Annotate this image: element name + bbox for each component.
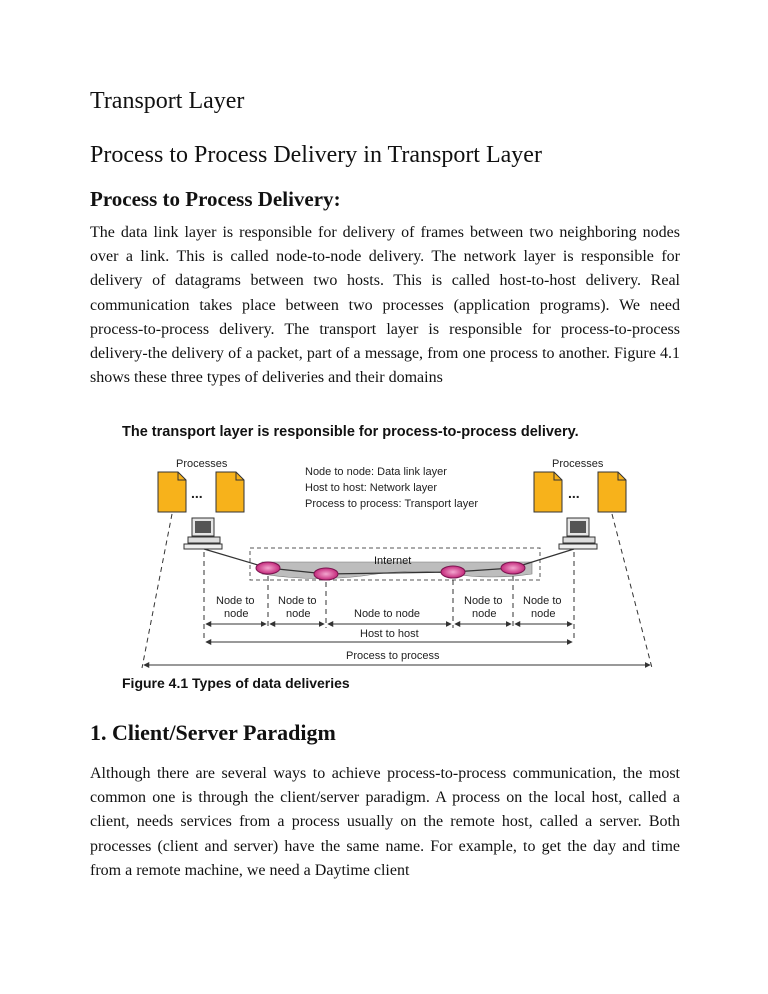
figure-caption: Figure 4.1 Types of data deliveries [122, 675, 350, 691]
seg4-line2: node [472, 608, 497, 620]
seg3-label: Node to node [354, 608, 421, 620]
seg4-line1: Node to [464, 595, 503, 607]
seg5-line1: Node to [523, 595, 562, 607]
seg2-line1: Node to [278, 595, 317, 607]
seg2-line2: node [286, 608, 311, 620]
process-to-process-label: Process to process [346, 650, 440, 662]
right-document-icon [534, 472, 562, 512]
left-processes-label: Processes [176, 458, 228, 470]
section-heading-colon: : [333, 187, 341, 211]
client-server-heading: 1. Client/Server Paradigm [90, 720, 336, 745]
router-3 [441, 566, 465, 578]
seg1-line1: Node to [216, 595, 255, 607]
left-computer-icon [184, 518, 222, 549]
legend-host-to-host: Host to host: Network layer [305, 482, 438, 494]
seg1-line2: node [224, 608, 249, 620]
legend-process-to-process: Process to process: Transport layer [305, 498, 479, 510]
left-dots: ... [191, 485, 203, 501]
client-server-paragraph: Although there are several ways to achieve process-to-process communication, the most common one is through the client/server paradigm. A process on the local host, called a client, needs services from a process usually on the remote host, called a server. Both processes (client and server) have the same name. For example, to get the day and time from a remote machine, we need a Daytime client [90, 765, 680, 879]
router-2 [314, 568, 338, 580]
left-document-icon [158, 472, 186, 512]
host-to-host-label: Host to host [360, 628, 419, 640]
right-processes-label: Processes [552, 458, 604, 470]
right-dots: ... [568, 485, 580, 501]
left-document-icon-2 [216, 472, 244, 512]
seg5-line2: node [531, 608, 556, 620]
intro-paragraph: The data link layer is responsible for delivery of frames between two neighboring nodes over a link. This is called node-to-node delivery. The network layer is responsible for delivery of datagrams between two hosts. This is called host-to-host delivery. Real communication takes place between two processes (application programs). We need process-to-process delivery. The transport layer is responsible for process-to-process delivery-the delivery of a packet, part of a message, from one process to another. Figure 4.1 shows these three types of deliveries and their domains [90, 224, 680, 387]
router-4 [501, 562, 525, 574]
figure-heading: The transport layer is responsible for process-to-process delivery. [122, 424, 579, 440]
legend-node-to-node: Node to node: Data link layer [305, 466, 447, 478]
router-1 [256, 562, 280, 574]
page-subtitle: Process to Process Delivery in Transport Layer [90, 142, 542, 168]
internet-label: Internet [374, 555, 412, 567]
right-computer-icon [559, 518, 597, 549]
section-heading-text: Process to Process Delivery [90, 187, 334, 211]
delivery-figure [112, 418, 672, 696]
section-heading [90, 187, 341, 212]
right-document-icon-2 [598, 472, 626, 512]
page-title: Transport Layer [90, 88, 245, 114]
